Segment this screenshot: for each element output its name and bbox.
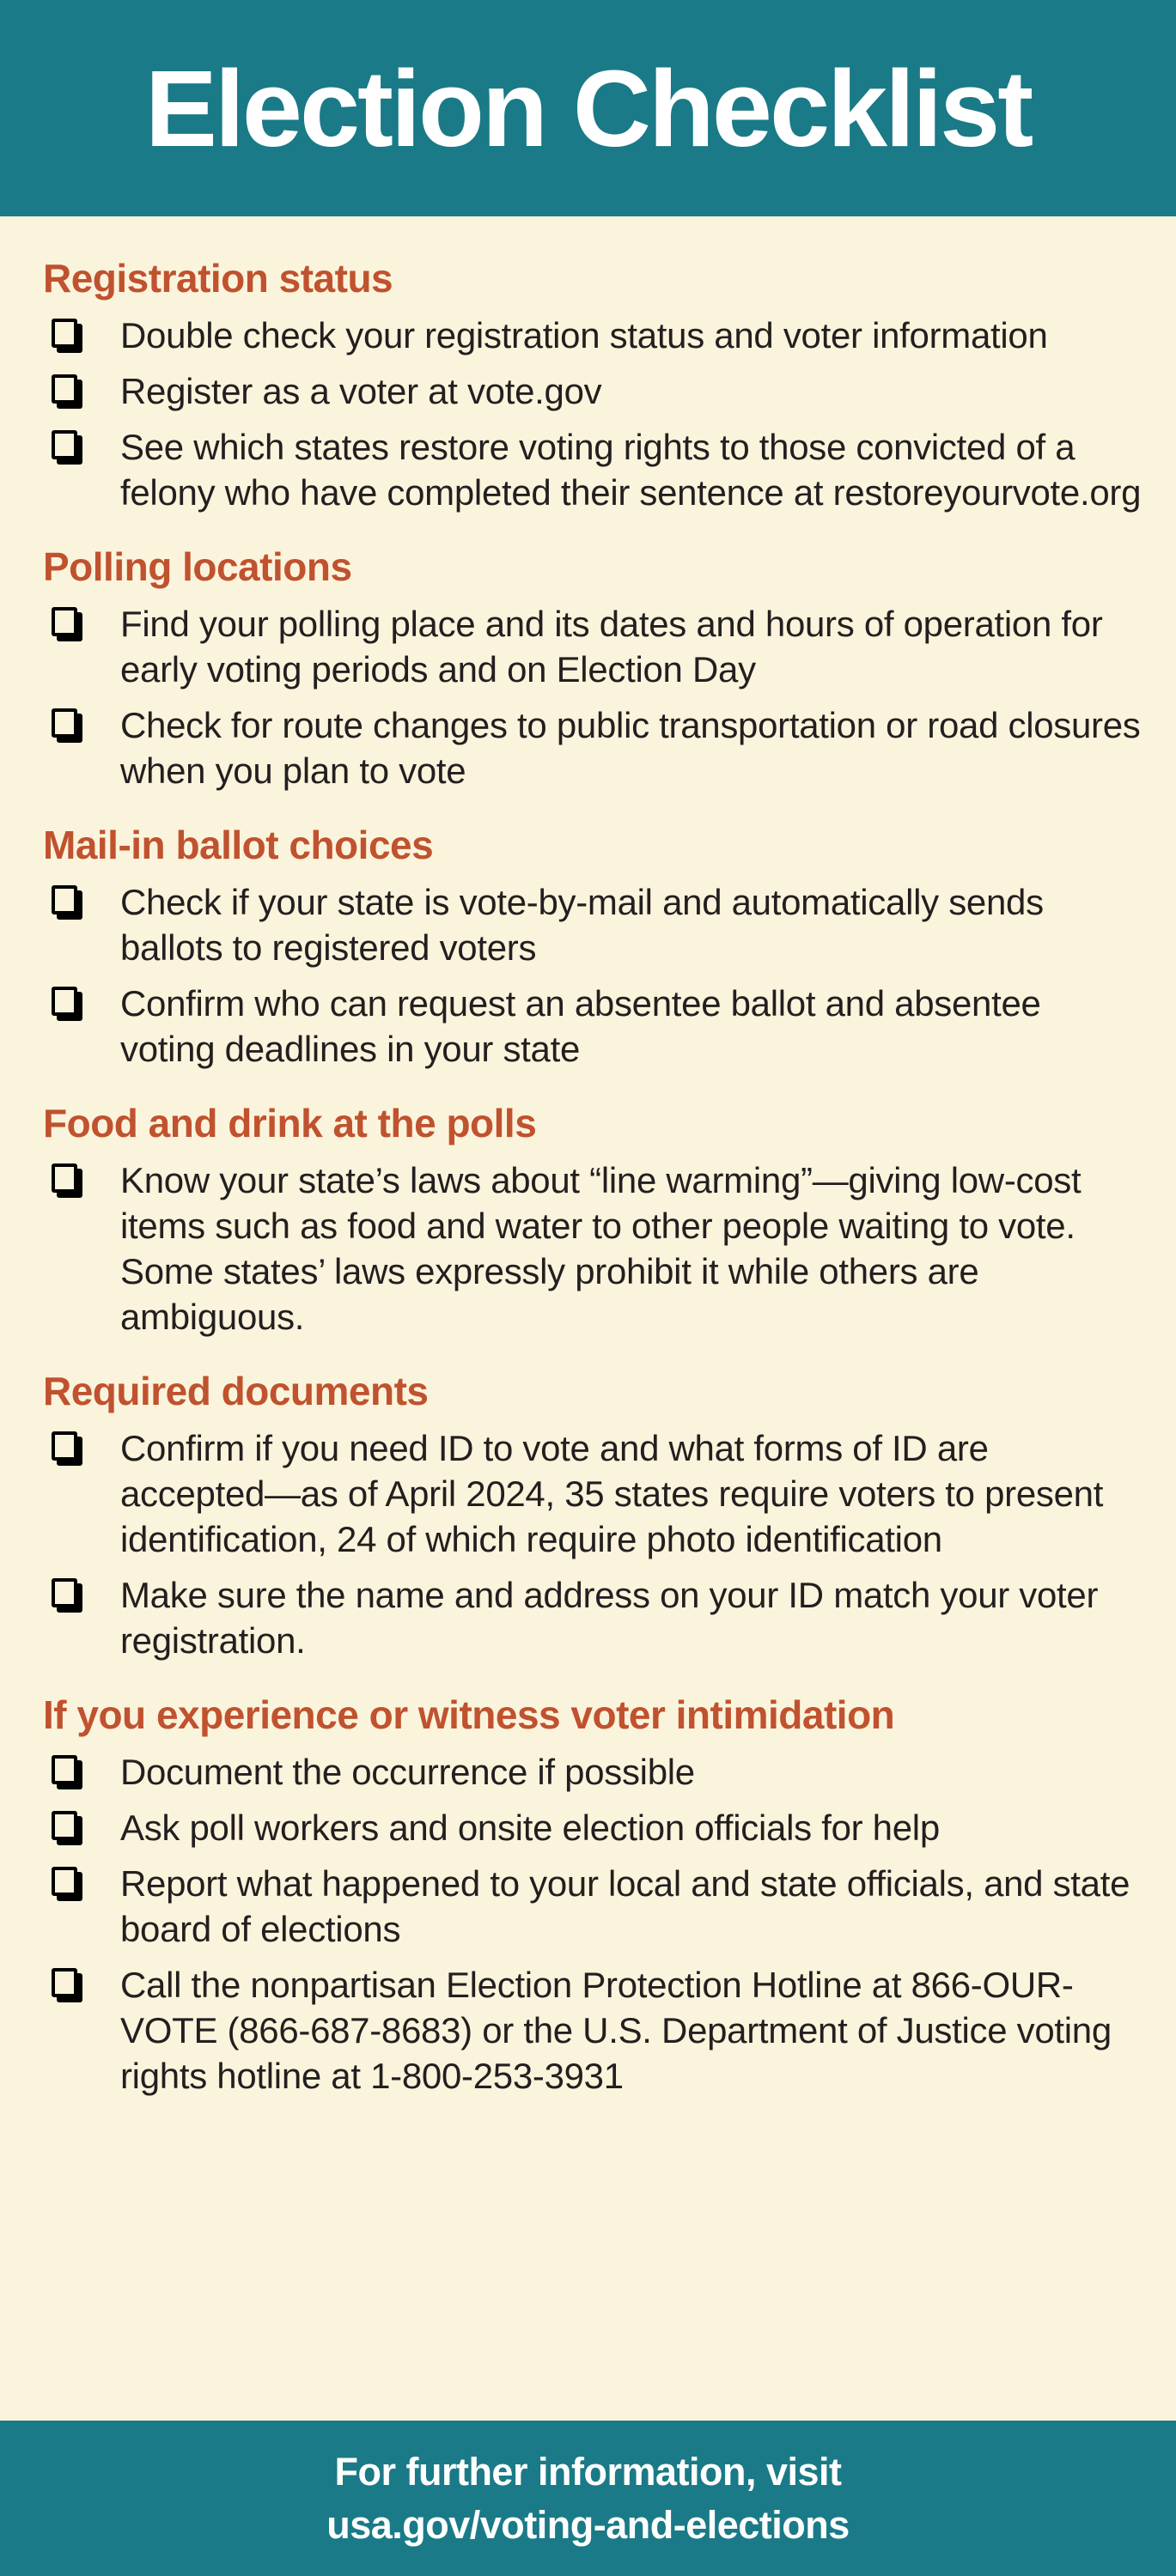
- ballot-checkbox-icon: [52, 319, 77, 348]
- page-title: Election Checklist: [144, 47, 1032, 169]
- ballot-checkbox-icon: [52, 374, 77, 404]
- checklist-item-text: Check if your state is vote-by-mail and automatically sends ballots to registered voters: [120, 882, 1044, 968]
- section-heading: Required documents: [43, 1369, 429, 1413]
- ballot-checkbox-icon: [52, 708, 77, 738]
- checklist-item: [43, 1157, 1142, 1340]
- ballot-checkbox-icon: [52, 1163, 77, 1193]
- section-heading: Registration status: [43, 256, 393, 301]
- checklist-item-text: Double check your registration status and voter information: [120, 315, 1048, 355]
- ballot-checkbox-icon: [52, 1811, 77, 1840]
- section-heading: Food and drink at the polls: [43, 1101, 537, 1145]
- checklist-item: [43, 1805, 1142, 1850]
- ballot-checkbox-icon: [52, 885, 77, 914]
- checklist-item-text: Call the nonpartisan Election Protection Hotline at 866-OUR-VOTE (866-687-8683) or the U.S. Department of Justice voting rights hotline at 1-800-253-3931: [120, 1965, 1112, 2096]
- checklist-item-text: Register as a voter at vote.gov: [120, 371, 602, 411]
- checklist-section: [43, 544, 1142, 793]
- checklist-section: [43, 1101, 1142, 1340]
- checklist-item: [43, 981, 1142, 1072]
- ballot-checkbox-icon: [52, 430, 77, 459]
- checklist-item: [43, 702, 1142, 793]
- checklist-item: [43, 313, 1142, 358]
- ballot-checkbox-icon: [52, 1431, 77, 1461]
- checklist-item-text: Confirm who can request an absentee ballot and absentee voting deadlines in your state: [120, 983, 1041, 1069]
- checklist-item: [43, 1861, 1142, 1952]
- checklist-item-text: Report what happened to your local and state officials, and state board of elections: [120, 1863, 1130, 1949]
- ballot-checkbox-icon: [52, 987, 77, 1016]
- checklist-item: [43, 601, 1142, 692]
- checklist-item-text: Document the occurrence if possible: [120, 1752, 695, 1792]
- checklist-item: [43, 879, 1142, 970]
- checklist-item-text: See which states restore voting rights to those convicted of a felony who have completed their sentence at restoreyourvote.org: [120, 427, 1142, 513]
- ballot-checkbox-icon: [52, 607, 77, 636]
- checklist-content: [0, 216, 1176, 2421]
- checklist-section: [43, 1369, 1142, 1663]
- ballot-checkbox-icon: [52, 1867, 77, 1896]
- checklist-item: [43, 1425, 1142, 1562]
- checklist-item: [43, 368, 1142, 414]
- header-band: [0, 0, 1176, 216]
- checklist-item-text: Check for route changes to public transportation or road closures when you plan to vote: [120, 705, 1141, 791]
- ballot-checkbox-icon: [52, 1578, 77, 1607]
- section-heading: Mail-in ballot choices: [43, 823, 434, 867]
- footer-info-text: For further information, visit: [334, 2449, 842, 2494]
- checklist-item-text: Ask poll workers and onsite election officials for help: [120, 1807, 940, 1848]
- section-heading: If you experience or witness voter intimidation: [43, 1692, 895, 1737]
- footer-band: [0, 2421, 1176, 2576]
- checklist-item: [43, 1749, 1142, 1795]
- checklist-item-text: Make sure the name and address on your ID match your voter registration.: [120, 1575, 1099, 1661]
- section-heading: Polling locations: [43, 544, 352, 589]
- checklist-item: [43, 1572, 1142, 1663]
- ballot-checkbox-icon: [52, 1755, 77, 1784]
- checklist-item-text: Know your state’s laws about “line warming”—giving low-cost items such as food and water to other people waiting to vote. Some states’ laws expressly prohibit it while others are ambiguous.: [120, 1160, 1082, 1337]
- checklist-item: [43, 424, 1142, 515]
- ballot-checkbox-icon: [52, 1968, 77, 1997]
- checklist-item: [43, 1962, 1142, 2099]
- footer-url: usa.gov/voting-and-elections: [326, 2502, 850, 2547]
- checklist-section: [43, 256, 1142, 515]
- checklist-section: [43, 1692, 1142, 2099]
- checklist-item-text: Confirm if you need ID to vote and what forms of ID are accepted—as of April 2024, 35 states require voters to present identification, 24 of which require photo identification: [120, 1428, 1104, 1559]
- checklist-item-text: Find your polling place and its dates and hours of operation for early voting periods and on Election Day: [120, 604, 1103, 690]
- checklist-section: [43, 823, 1142, 1072]
